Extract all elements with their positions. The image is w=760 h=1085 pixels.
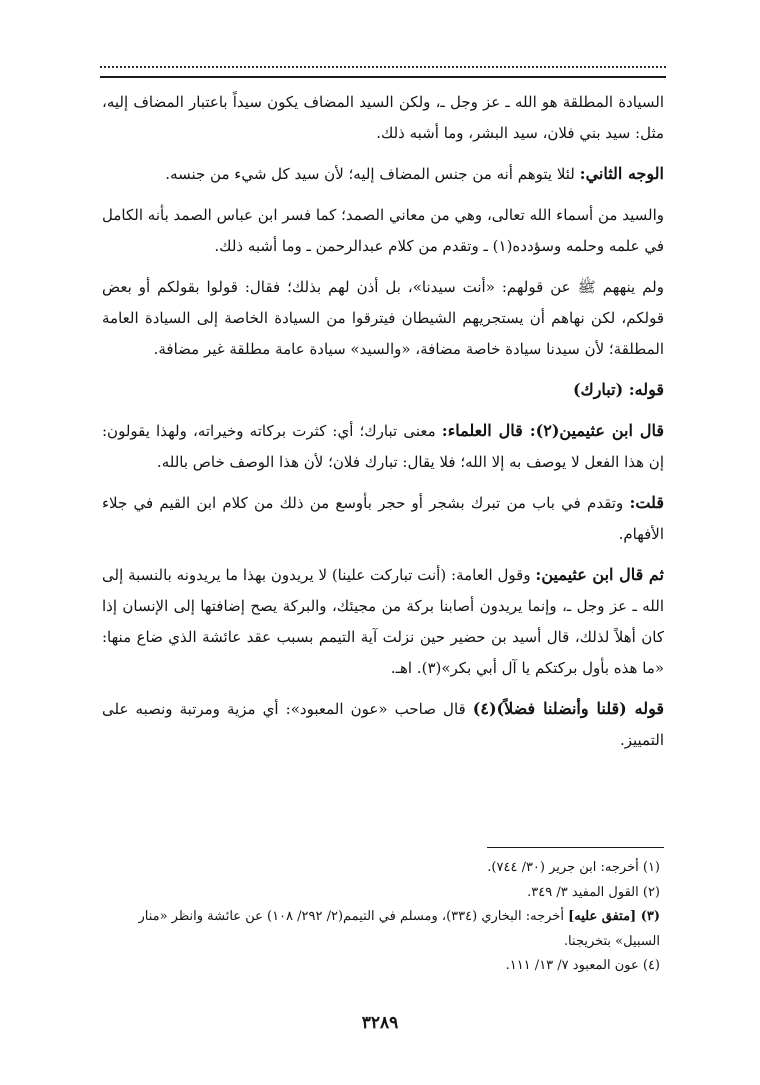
paragraph-8 — [102, 559, 664, 684]
paragraph-3 — [102, 199, 664, 262]
paragraph-lead: قوله (قلنا وأنضلنا فضلاً)(٤) — [472, 699, 664, 718]
page-number: ٣٢٨٩ — [361, 1013, 399, 1033]
paragraph-text: معنى تبارك؛ أي: كثرت بركاته وخيراته، ولهذا يقولون: إن هذا الفعل لا يوصف به إلا الله؛ فلا يقال: تبارك فلان؛ لأن هذا الوصف خاص بالله. — [102, 422, 664, 471]
paragraph-1 — [102, 86, 664, 149]
footnotes — [102, 856, 664, 979]
footnote-rule — [487, 847, 664, 848]
paragraph-7 — [102, 487, 664, 550]
footnote-lead: (٣) [متفق عليه] — [568, 909, 660, 924]
paragraph-2 — [102, 158, 664, 190]
paragraph-lead: قوله: (تبارك) — [572, 380, 664, 399]
paragraph-lead: قلت: — [629, 493, 664, 512]
paragraph-6 — [102, 415, 664, 478]
body-text — [102, 86, 664, 760]
header-solid-rule — [100, 76, 666, 78]
paragraph-5 — [102, 374, 664, 406]
footnote-1 — [102, 856, 664, 881]
footnote-text: (١) أخرجه: ابن جرير (٣٠/ ٧٤٤). — [487, 860, 660, 875]
paragraph-9 — [102, 693, 664, 756]
paragraph-lead: الوجه الثاني: — [579, 164, 664, 183]
paragraph-text: ولم ينههم ﷺ عن قولهم: «أنت سيدنا»، بل أذن لهم بذلك؛ فقال: قولوا بقولكم أو بعض قولكم، لكن نهاهم أن يستجريهم الشيطان فيترقوا من السيادة الخاصة إلى السيادة العامة المطلقة؛ لأن سيدنا سيادة خاصة مضافة، «والسيد» سيادة عامة مطلقة غير مضافة. — [102, 278, 664, 358]
footnote-2 — [102, 881, 664, 906]
paragraph-text: والسيد من أسماء الله تعالى، وهي من معاني الصمد؛ كما فسر ابن عباس الصمد بأنه الكامل في علمه وحلمه وسؤدده(١) ـ وتقدم من كلام عبدالرحمن ـ وما أشبه ذلك. — [102, 206, 664, 255]
paragraph-text: وتقدم في باب من تبرك بشجر أو حجر بأوسع من ذلك من كلام ابن القيم في جلاء الأفهام. — [102, 494, 664, 543]
footnote-3 — [102, 905, 664, 954]
footnote-text: أخرجه: البخاري (٣٣٤)، ومسلم في التيمم(٢/ ٢٩٢/ ١٠٨) عن عائشة وانظر «منار السبيل» بتخريجنا. — [138, 909, 660, 949]
paragraph-text: وقول العامة: (أنت تباركت علينا) لا يريدون بهذا ما يريدونه بالنسبة إلى الله ـ عز وجل ـ، وإنما يريدون أصابنا بركة من مجيئك، والبركة يصح إضافتها إلى الإنسان إذا كان أهلاً لذلك، قال أسيد بن حضير حين نزلت آية التيمم بسبب عقد عائشة الذي ضاع منها: «ما هذه بأول بركتكم يا آل أبي بكر»(٣). اهـ. — [102, 566, 664, 677]
paragraph-4 — [102, 271, 664, 365]
paragraph-lead: قال ابن عثيمين(٢): قال العلماء: — [441, 421, 664, 440]
header-dotted-rule — [100, 66, 666, 68]
footnote-text: (٤) عون المعبود ٧/ ١٣/ ١١١. — [505, 958, 660, 973]
paragraph-lead: ثم قال ابن عثيمين: — [535, 565, 664, 584]
paragraph-text: قال صاحب «عون المعبود»: أي مزية ومرتبة ونصبه على التمييز. — [102, 700, 664, 749]
paragraph-text: السيادة المطلقة هو الله ـ عز وجل ـ، ولكن السيد المضاف يكون سيداً باعتبار المضاف إليه، مثل: سيد بني فلان، سيد البشر، وما أشبه ذلك. — [102, 93, 664, 142]
footnote-text: (٢) القول المفيد ٣/ ٣٤٩. — [527, 884, 660, 900]
paragraph-text: لئلا يتوهم أنه من جنس المضاف إليه؛ لأن سيد كل شيء من جنسه. — [165, 165, 580, 183]
footnote-4 — [102, 954, 664, 979]
